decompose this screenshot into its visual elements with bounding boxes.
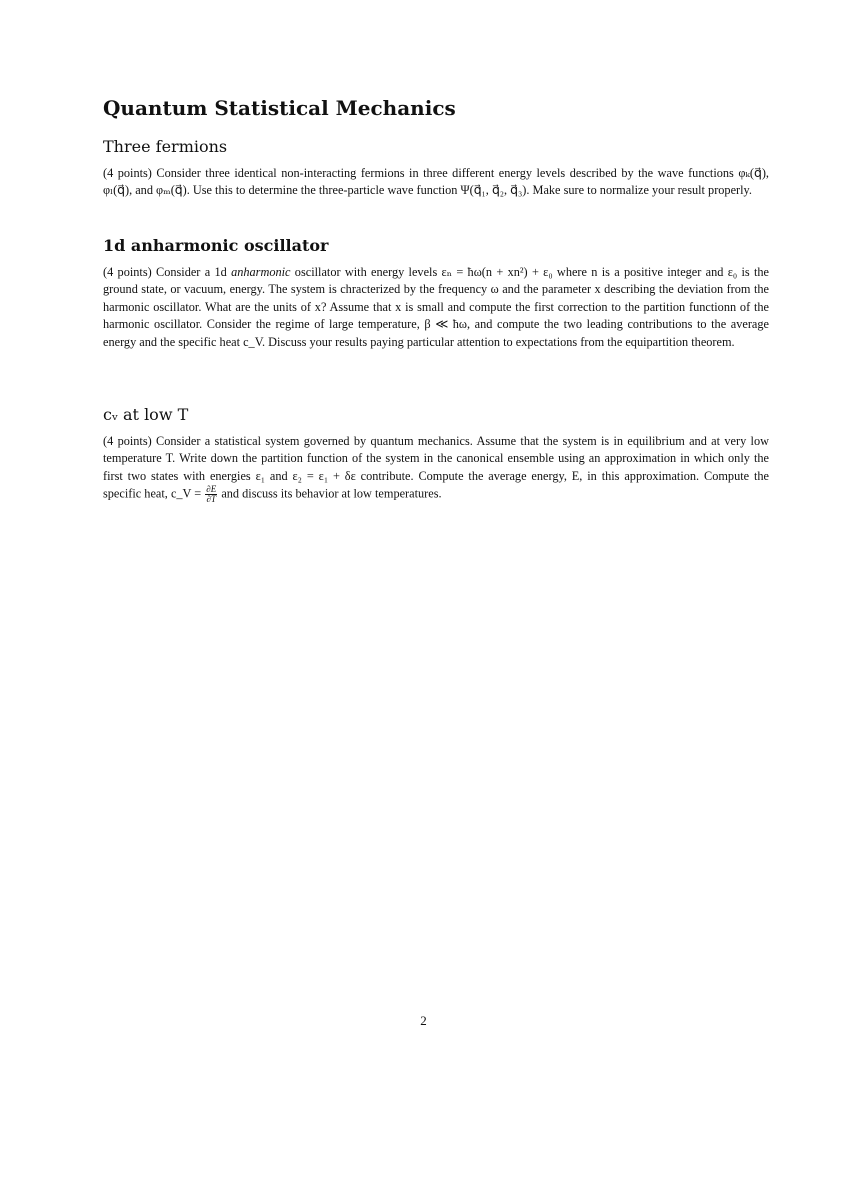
body-text-post: and discuss its behavior at low temperatures. <box>221 486 442 501</box>
section-body <box>103 433 769 504</box>
fraction-numerator: ∂E <box>206 484 217 495</box>
page-title: Quantum Statistical Mechanics <box>103 96 456 120</box>
section-three-fermions <box>103 137 769 200</box>
fraction-denominator: ∂T <box>206 494 216 505</box>
section-body: (4 points) Consider three identical non-interacting fermions in three different energy levels described by the wave functions φₖ(q⃗), φₗ(q⃗), and φₘ(q⃗). Use this to determine the three-particle wave function Ψ(q⃗₁, q⃗₂, q⃗₃). Make sure to normalize your result properly. <box>103 166 769 198</box>
section-heading: 1d anharmonic oscillator <box>103 236 329 255</box>
body-text-post: oscillator with energy levels εₙ = ħω(n + xn²) + ε₀ where n is a positive integer and ε₀ is the ground state, or vacuum, energy. The system is chracterized by the frequency ω and the parameter x describing the deviation from the harmonic oscillator. What are the units of x? Assume that x is small and compute the first correction to the partition functionn of the harmonic oscillator. Consider the regime of large temperature, β ≪ ħω, and compute the two leading contributions to the average energy and the specific heat c_V. Discuss your results paying particular attention to expectations from the equipartition theorem. <box>103 265 769 349</box>
body-text-pre: (4 points) Consider a statistical system governed by quantum mechanics. Assume that the system is in equilibrium and at very low temperature T. Write down the partition function of the system in the canonical ensemble using an approximation in which only the first two states with energies ε₁ and ε₂ = ε₁ + δε contribute. Compute the average energy, E, in this approximation. Compute the specific heat, c_V = <box>103 434 769 501</box>
specific-heat-fraction <box>205 485 217 504</box>
body-text-emphasis: anharmonic <box>231 265 291 279</box>
section-cv-low-t <box>103 405 769 504</box>
section-heading: Three fermions <box>103 137 228 156</box>
body-text-pre: (4 points) Consider a 1d <box>103 265 232 279</box>
section-body <box>103 264 769 351</box>
section-anharmonic-oscillator <box>103 236 769 351</box>
section-heading: cᵥ at low T <box>103 405 189 424</box>
page-number: 2 <box>420 1013 427 1028</box>
